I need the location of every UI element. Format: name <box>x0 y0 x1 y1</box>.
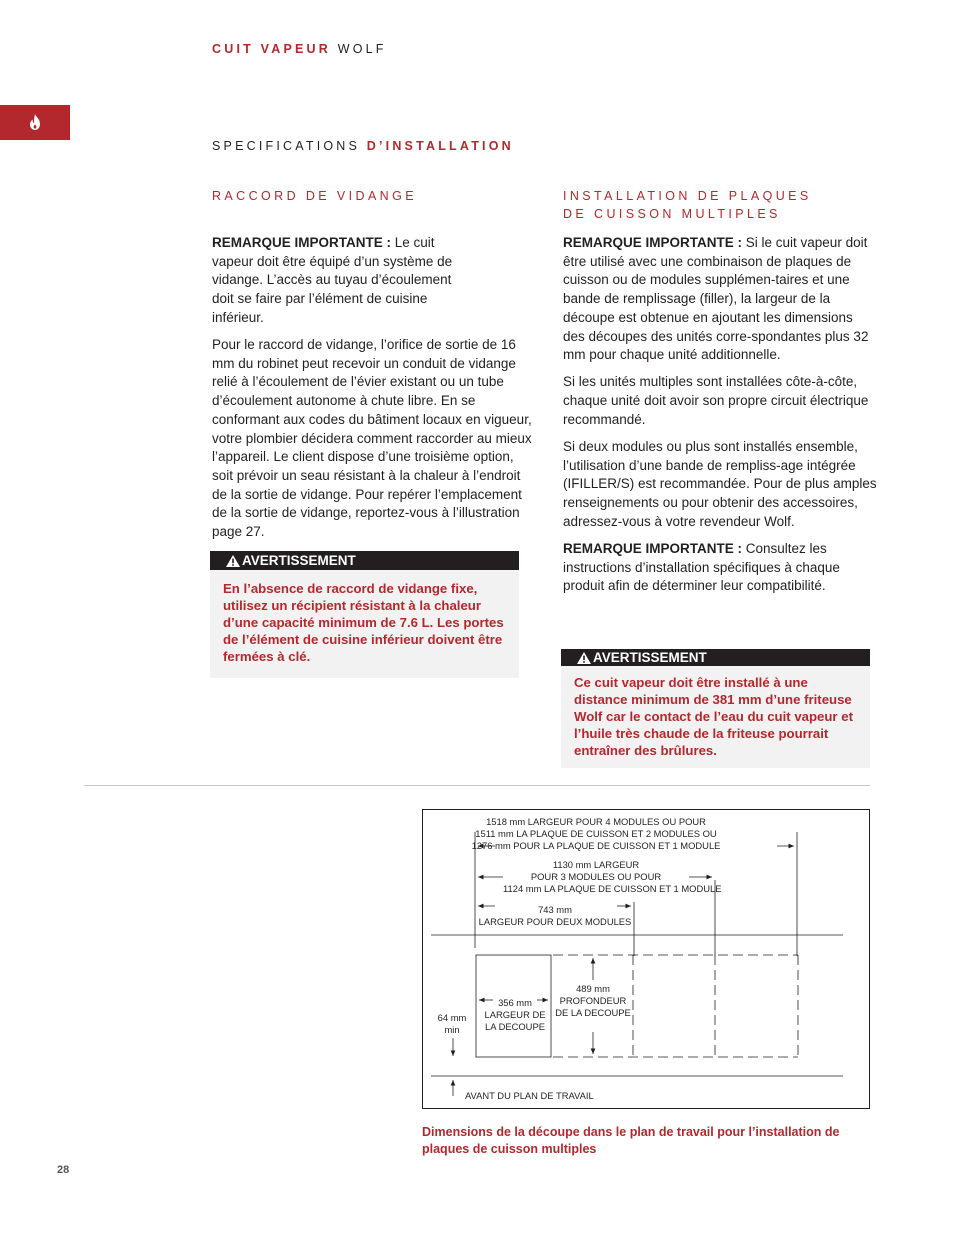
dim-cutout-width-line3: LA DECOUPE <box>485 1020 545 1032</box>
header-brand-light: WOLF <box>337 42 387 56</box>
dim-min-setback <box>429 1012 475 1036</box>
dim-3-modules-line1: 1130 mm LARGEUR <box>552 859 640 870</box>
page-number: 28 <box>57 1164 70 1176</box>
section-tab <box>0 105 70 140</box>
dim-cutout-depth-line2: PROFONDEUR <box>559 994 627 1006</box>
dim-4-modules-line1: 1518 mm LARGEUR POUR 4 MODULES OU POUR <box>486 816 706 827</box>
right-note-2 <box>563 540 877 596</box>
right-heading <box>563 187 812 223</box>
left-warning-header <box>210 551 519 570</box>
left-column-text <box>212 234 538 550</box>
right-note-2-label: REMARQUE IMPORTANTE : <box>563 541 742 557</box>
dim-3-modules-line3: 1124 mm LA PLAQUE DE CUISSON ET 1 MODULE <box>503 882 722 894</box>
header-brand-bold: CUIT VAPEUR <box>212 42 332 56</box>
right-warning-title: AVERTISSEMENT <box>593 650 707 665</box>
dim-2-modules <box>477 904 633 928</box>
warning-triangle-icon <box>226 555 240 567</box>
dim-2-modules-line1: 743 mm <box>538 904 572 915</box>
right-note-text: Si le cuit vapeur doit être utilisé avec une combinaison de plaques de cuisson ou de modules supplémen-taires et une bande de remplissage (filler), la largeur de la découpe est obtenue en ajoutant les dimensions des découpes des unités corre-spondantes plus 32 mm pour chaque unité additionnelle. <box>563 235 869 363</box>
dim-cutout-width-line2: LARGEUR DE <box>484 1008 546 1020</box>
left-note <box>212 234 474 328</box>
dim-3-modules <box>503 859 722 894</box>
section-title-bold: D’INSTALLATION <box>366 139 514 153</box>
dim-cutout-depth-line3: DE LA DECOUPE <box>555 1006 631 1018</box>
left-note-label: REMARQUE IMPORTANTE : <box>212 235 391 250</box>
section-title-light: SPECIFICATIONS <box>212 139 361 153</box>
right-heading-line1: INSTALLATION DE PLAQUES <box>563 189 812 203</box>
dim-4-modules-line2: 1511 mm LA PLAQUE DE CUISSON ET 2 MODULES OU <box>475 827 717 839</box>
dim-cutout-width <box>475 997 555 1032</box>
dim-min-setback-line1: 64 mm <box>437 1012 467 1023</box>
right-paragraph-3: Si deux modules ou plus sont installés ensemble, l’utilisation d’une bande de rempliss-age intégrée (IFILLER/S) est recommandée. Pour de plus amples renseignements ou pour obtenir des accessoires, adressez-vous à votre revendeur Wolf. <box>563 439 877 529</box>
dim-cutout-width-line1: 356 mm <box>498 997 532 1008</box>
dim-min-setback-line2: min <box>444 1023 460 1035</box>
cutout-diagram <box>422 809 870 1109</box>
front-label: AVANT DU PLAN DE TRAVAIL <box>465 1090 594 1101</box>
right-note-2-text: Consultez les instructions d’installation spécifiques à chaque produit afin de déterminer leur compatibilité. <box>563 541 840 594</box>
left-warning-text: En l’absence de raccord de vidange fixe, utilisez un récipient résistant à la chaleur d’une capacité minimum de 7.6 L. Les portes de l’élément de cuisine inférieur doivent être fermées à clé. <box>223 581 504 664</box>
right-heading-line2: DE CUISSON MULTIPLES <box>563 207 781 221</box>
right-warning-box <box>561 649 870 768</box>
flame-icon <box>29 114 41 130</box>
section-title <box>212 139 514 153</box>
right-warning-text: Ce cuit vapeur doit être installé à une distance minimum de 381 mm d’une friteuse Wolf car le contact de l’eau du cuit vapeur et l’huile très chaude de la friteuse pourrait entraîner des brûlures. <box>574 675 853 758</box>
right-note-label: REMARQUE IMPORTANTE : <box>563 235 742 250</box>
figure-caption: Dimensions de la découpe dans le plan de travail pour l’installation de plaques de cuisson multiples <box>422 1125 840 1156</box>
right-note <box>563 234 877 365</box>
running-header <box>212 42 387 56</box>
left-warning-title: AVERTISSEMENT <box>242 553 356 568</box>
left-warning-box <box>210 551 519 678</box>
dim-4-modules <box>423 816 769 851</box>
dim-cutout-depth-line1: 489 mm <box>576 983 610 994</box>
cutout-diagram-lines <box>423 810 869 1108</box>
dim-cutout-depth <box>551 983 635 1018</box>
right-paragraph-2: Si les unités multiples sont installées côte-à-côte, chaque unité doit avoir son propre circuit électrique recommandé. <box>563 374 869 427</box>
warning-triangle-icon <box>577 652 591 664</box>
left-note-text: Le cuit vapeur doit être équipé d’un système de vidange. L’accès au tuyau d’écoulement doit se faire par l’élément de cuisine inférieur. <box>212 235 453 325</box>
left-paragraph: Pour le raccord de vidange, l’orifice de sortie de 16 mm du robinet peut recevoir un conduit de vidange relié à l’écoulement de l’évier existant ou un tube d’écoulement autonome à chute libre. En se conformant aux codes du bâtiment locaux en vigueur, votre plombier décidera comment raccorder au mieux l’appareil. Le client dispose d’une troisième option, soit prévoir un seau résistant à la chaleur à l’endroit de la sortie de vidange. Pour repérer l’emplacement de la sortie de vidange, reportez-vous à l’illustration page 27. <box>212 337 532 540</box>
dim-3-modules-line2: POUR 3 MODULES OU POUR <box>530 870 662 882</box>
dim-2-modules-line2: LARGEUR POUR DEUX MODULES <box>478 915 632 927</box>
divider <box>84 785 870 786</box>
dim-4-modules-line3: 1276 mm POUR LA PLAQUE DE CUISSON ET 1 MODULE <box>471 839 721 851</box>
right-column-text <box>563 234 877 605</box>
right-warning-header <box>561 649 870 666</box>
left-heading: RACCORD DE VIDANGE <box>212 189 417 203</box>
